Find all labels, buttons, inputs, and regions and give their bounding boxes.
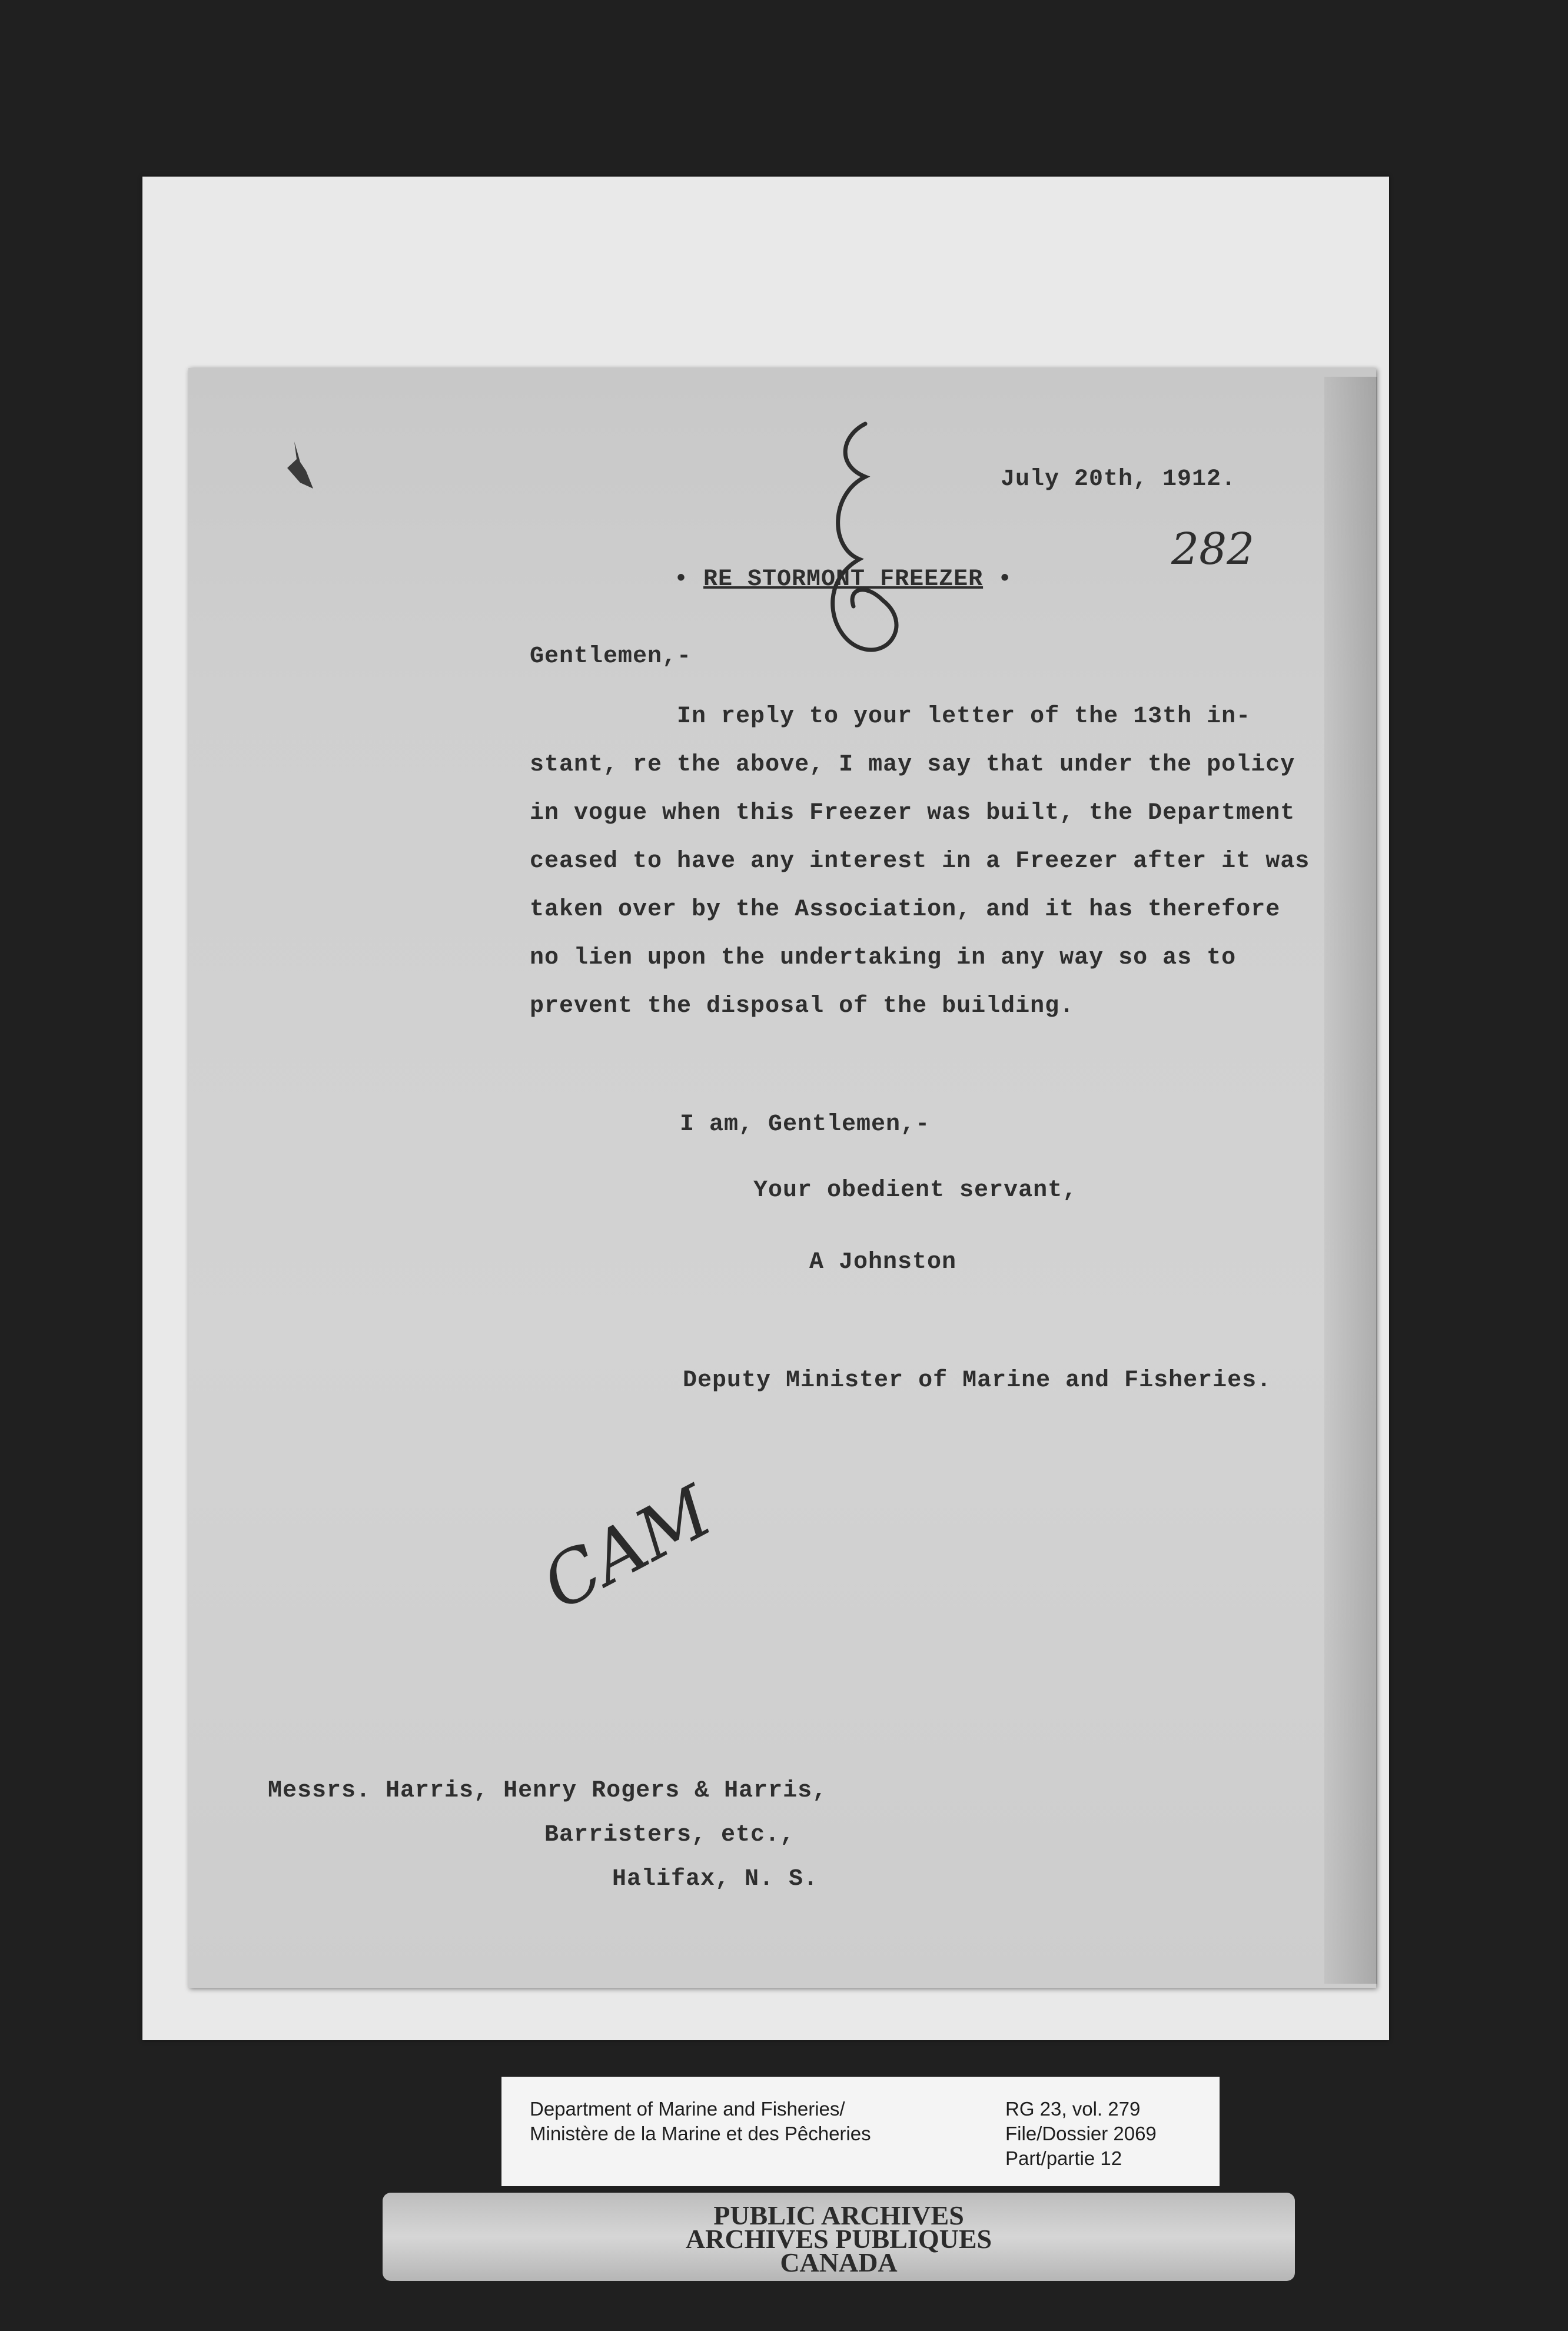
letter-date: July 20th, 1912. — [1001, 466, 1237, 493]
archive-strip-line1: PUBLIC ARCHIVES — [713, 2200, 964, 2230]
body-line: taken over by the Association, and it has therefore — [530, 896, 1281, 923]
file-number: File/Dossier 2069 — [1005, 2123, 1157, 2144]
addressee-line: Halifax, N. S. — [612, 1866, 819, 1892]
archive-strip-line3: CANADA — [780, 2247, 898, 2277]
sheet-edge-shadow — [1324, 377, 1377, 1984]
signer-name: A Johnston — [809, 1249, 957, 1276]
addressee-line: Barristers, etc., — [544, 1822, 795, 1848]
body-line: no lien upon the undertaking in any way so as to — [530, 945, 1237, 971]
salutation: Gentlemen,- — [530, 643, 692, 670]
closing: I am, Gentlemen,- — [680, 1111, 931, 1138]
part-number: Part/partie 12 — [1005, 2147, 1122, 2169]
body-line: prevent the disposal of the building. — [530, 993, 1075, 1020]
body-line: In reply to your letter of the 13th in- — [677, 703, 1251, 730]
corner-mark — [277, 436, 330, 494]
record-group: RG 23, vol. 279 — [1005, 2098, 1141, 2120]
signer-title: Deputy Minister of Marine and Fisheries. — [683, 1367, 1272, 1394]
handwritten-number: 282 — [1171, 524, 1255, 575]
heading-bullet-right: • — [983, 566, 1013, 593]
body-line: stant, re the above, I may say that under the policy — [530, 752, 1295, 778]
body-line: in vogue when this Freezer was built, the Department — [530, 800, 1295, 826]
heading-text: RE STORMONT FREEZER — [703, 566, 984, 593]
valediction: Your obedient servant, — [753, 1177, 1078, 1204]
archive-stamp-strip — [383, 2193, 1295, 2281]
handwritten-mark — [795, 412, 930, 659]
department-fr: Ministère de la Marine et des Pêcheries — [530, 2123, 871, 2144]
department-en: Department of Marine and Fisheries/ — [530, 2098, 845, 2120]
body-line: ceased to have any interest in a Freezer after it was — [530, 848, 1310, 875]
letter-heading — [674, 566, 1012, 593]
archive-label-card — [501, 2077, 1220, 2186]
addressee-line: Messrs. Harris, Henry Rogers & Harris, — [268, 1778, 828, 1804]
heading-bullet-left: • — [674, 566, 704, 593]
archive-strip-line2: ARCHIVES PUBLIQUES — [685, 2224, 992, 2254]
handwritten-initials: CAM — [530, 1470, 725, 1626]
